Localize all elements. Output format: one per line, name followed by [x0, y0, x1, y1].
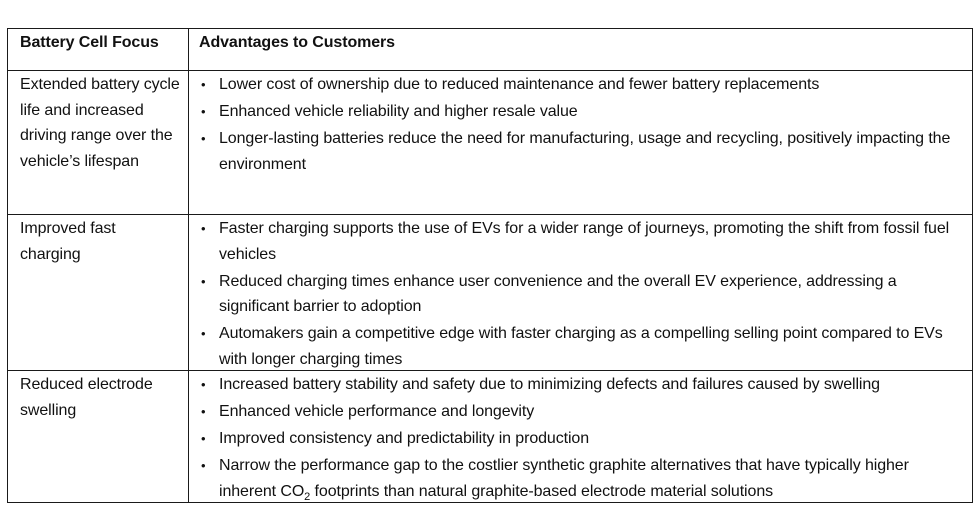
list-item: • Increased battery stability and safety due to minimizing defects and failures caused by swelling [199, 372, 969, 398]
row-2-advantages [199, 216, 969, 374]
list-item: • Lower cost of ownership due to reduced maintenance and fewer battery replacements [199, 72, 969, 98]
bullet-list [199, 216, 969, 372]
row-3-focus: Reduced electrode swelling [20, 376, 153, 419]
list-item: • Faster charging supports the use of EVs for a wider range of journeys, promoting the shift from fossil fuel vehicles [199, 216, 969, 267]
row-1-focus: Extended battery cycle life and increased driving range over the vehicle’s lifespan [20, 76, 180, 170]
header-battery-cell-focus: Battery Cell Focus [20, 34, 159, 51]
bullet-list [199, 72, 969, 177]
bullet-icon: • [201, 273, 206, 289]
list-item: • Automakers gain a competitive edge with faster charging as a compelling selling point compared to EVs with longer charging times [199, 321, 969, 372]
bullet-icon: • [201, 77, 206, 92]
list-item: • Narrow the performance gap to the costlier synthetic graphite alternatives that have typically higher inherent $CO_2$ footprints than natural graphite-based electrode material solutions [199, 453, 969, 504]
row-3-advantages [199, 372, 969, 506]
advantages-table [7, 28, 973, 503]
row-divider-1 [8, 214, 972, 215]
bullet-icon: • [201, 377, 206, 392]
list-item: • Enhanced vehicle reliability and higher resale value [199, 99, 969, 125]
bullet-icon: • [201, 104, 206, 119]
bullet-icon: • [201, 326, 206, 341]
column-divider [188, 29, 189, 502]
list-item: • Longer-lasting batteries reduce the need for manufacturing, usage and recycling, positively impacting the environment [199, 126, 969, 177]
list-item: • Improved consistency and predictability in production [199, 426, 969, 452]
list-item: • Enhanced vehicle performance and longevity [199, 399, 969, 425]
bullet-icon: • [201, 221, 206, 236]
row-1-advantages [199, 72, 969, 179]
bullet-icon: • [201, 458, 206, 473]
list-item: • Reduced charging times enhance user convenience and the overall EV experience, addressing a significant barrier to adoption [199, 269, 969, 320]
header-divider [8, 70, 972, 71]
co2-subscript: 2 [304, 490, 311, 503]
bullet-icon: • [201, 131, 206, 146]
header-advantages-to-customers: Advantages to Customers [199, 34, 395, 51]
row-2-focus: Improved fast charging [20, 220, 116, 263]
bullet-icon: • [201, 404, 206, 419]
bullet-list [199, 372, 969, 504]
bullet-icon: • [201, 431, 206, 446]
